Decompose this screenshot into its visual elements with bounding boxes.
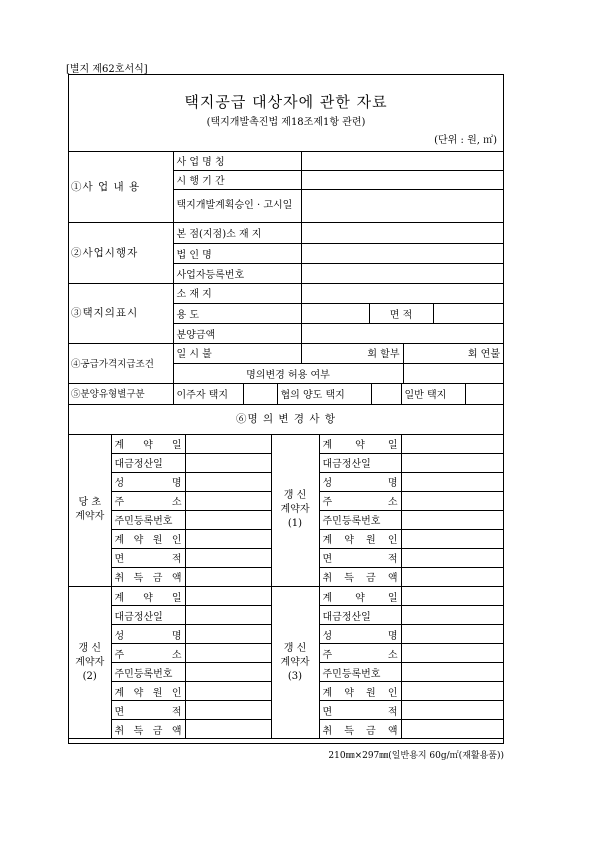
original-contract-date-field[interactable] bbox=[185, 434, 271, 453]
field-label: 대금정산일 bbox=[111, 606, 185, 625]
renewal1-address-field[interactable] bbox=[401, 491, 503, 510]
renewal1-resident-no-field[interactable] bbox=[401, 510, 503, 529]
field-label: 주 소 bbox=[319, 491, 401, 510]
renewal3-cause-field[interactable] bbox=[401, 682, 503, 701]
sale-amount-label: 분양금액 bbox=[173, 323, 301, 343]
renewal2-name-field[interactable] bbox=[185, 625, 271, 644]
original-settlement-date-field[interactable] bbox=[185, 453, 271, 472]
installment-label: 회 할부 bbox=[301, 343, 403, 363]
head-office-field[interactable] bbox=[301, 223, 503, 243]
renewal-3-label: 갱 신 계약자 (3) bbox=[271, 587, 319, 739]
business-name-field[interactable] bbox=[301, 151, 503, 170]
supply-target-form bbox=[68, 74, 504, 744]
name-change-allowed-field[interactable] bbox=[403, 363, 503, 383]
field-label: 취 득 금 액 bbox=[319, 567, 401, 586]
renewal1-name-field[interactable] bbox=[401, 472, 503, 491]
field-label: 주 소 bbox=[111, 491, 185, 510]
area-field[interactable] bbox=[433, 303, 503, 323]
field-label: 계 약 원 인 bbox=[319, 529, 401, 548]
business-name-label: 사 업 명 칭 bbox=[173, 151, 301, 170]
original-name-field[interactable] bbox=[185, 472, 271, 491]
field-label: 주민등록번호 bbox=[319, 663, 401, 682]
field-label: 면 적 bbox=[319, 548, 401, 567]
period-field[interactable] bbox=[301, 170, 503, 189]
renewal-1-label: 갱 신 계약자 (1) bbox=[271, 434, 319, 586]
field-label: 성 명 bbox=[111, 472, 185, 491]
area-label: 면 적 bbox=[369, 303, 433, 323]
section-name-change bbox=[69, 404, 503, 435]
land-use-label: 용 도 bbox=[173, 303, 301, 323]
field-label: 주민등록번호 bbox=[111, 510, 185, 529]
land-location-label: 소 재 지 bbox=[173, 283, 301, 303]
resettler-lot-check[interactable] bbox=[243, 383, 277, 404]
original-cause-field[interactable] bbox=[185, 529, 271, 548]
general-lot-check[interactable] bbox=[465, 383, 503, 404]
section-2-label: ②사업시행자 bbox=[69, 223, 173, 283]
renewal2-acq-amount-field[interactable] bbox=[185, 720, 271, 739]
renewal3-settlement-date-field[interactable] bbox=[401, 606, 503, 625]
biz-reg-label: 사업자등록번호 bbox=[173, 263, 301, 283]
form-header bbox=[69, 75, 503, 152]
resettler-lot-label: 이주자 택지 bbox=[173, 383, 243, 404]
period-label: 시 행 기 간 bbox=[173, 170, 301, 189]
negotiated-lot-check[interactable] bbox=[371, 383, 401, 404]
field-label: 면 적 bbox=[111, 548, 185, 567]
field-label: 성 명 bbox=[319, 625, 401, 644]
section-sale-type bbox=[69, 383, 503, 405]
general-lot-label: 일반 택지 bbox=[401, 383, 465, 404]
field-label: 면 적 bbox=[111, 701, 185, 720]
field-label: 계 약 일 bbox=[111, 587, 185, 606]
renewal3-contract-date-field[interactable] bbox=[401, 587, 503, 606]
field-label: 계 약 원 인 bbox=[111, 529, 185, 548]
land-location-field[interactable] bbox=[301, 283, 503, 303]
renewal2-address-field[interactable] bbox=[185, 644, 271, 663]
corp-name-label: 법 인 명 bbox=[173, 243, 301, 263]
renewal2-contract-date-field[interactable] bbox=[185, 587, 271, 606]
field-label: 계 약 원 인 bbox=[319, 682, 401, 701]
form-subtitle: (택지개발촉진법 제18조제1항 관련) bbox=[206, 117, 366, 128]
field-label: 계 약 일 bbox=[319, 587, 401, 606]
lump-sum-label: 일 시 불 bbox=[173, 343, 301, 363]
field-label: 계 약 원 인 bbox=[111, 682, 185, 701]
biz-reg-field[interactable] bbox=[301, 263, 503, 283]
deferred-label: 회 연불 bbox=[403, 343, 503, 363]
renewal3-acq-amount-field[interactable] bbox=[401, 720, 503, 739]
renewal3-area-field[interactable] bbox=[401, 701, 503, 720]
renewal2-area-field[interactable] bbox=[185, 701, 271, 720]
field-label: 대금정산일 bbox=[319, 606, 401, 625]
corp-name-field[interactable] bbox=[301, 243, 503, 263]
section-land bbox=[69, 283, 503, 344]
original-resident-no-field[interactable] bbox=[185, 510, 271, 529]
field-label: 면 적 bbox=[319, 701, 401, 720]
section-4-label: ④공급가격지급조건 bbox=[69, 343, 173, 383]
parties-block-2 bbox=[69, 586, 503, 739]
renewal2-resident-no-field[interactable] bbox=[185, 663, 271, 682]
original-acq-amount-field[interactable] bbox=[185, 567, 271, 586]
field-label: 대금정산일 bbox=[111, 453, 185, 472]
renewal1-settlement-date-field[interactable] bbox=[401, 453, 503, 472]
renewal2-cause-field[interactable] bbox=[185, 682, 271, 701]
field-label: 주민등록번호 bbox=[111, 663, 185, 682]
field-label: 성 명 bbox=[319, 472, 401, 491]
section-5-label: ⑤분양유형별구분 bbox=[69, 383, 173, 404]
field-label: 주민등록번호 bbox=[319, 510, 401, 529]
land-use-field[interactable] bbox=[301, 303, 369, 323]
sale-amount-field[interactable] bbox=[301, 323, 503, 343]
original-address-field[interactable] bbox=[185, 491, 271, 510]
form-title: 택지공급 대상자에 관한 자료 bbox=[184, 93, 388, 111]
section-payment bbox=[69, 343, 503, 384]
field-label: 성 명 bbox=[111, 625, 185, 644]
renewal2-settlement-date-field[interactable] bbox=[185, 606, 271, 625]
section-1-label: ①사 업 내 용 bbox=[69, 151, 173, 222]
field-label: 계 약 일 bbox=[111, 434, 185, 453]
field-label: 주 소 bbox=[319, 644, 401, 663]
original-area-field[interactable] bbox=[185, 548, 271, 567]
form-number-label: [별지 제62호서식] bbox=[66, 64, 148, 75]
renewal1-area-field[interactable] bbox=[401, 548, 503, 567]
renewal3-resident-no-field[interactable] bbox=[401, 663, 503, 682]
original-contractor-label: 당 초 계약자 bbox=[69, 434, 111, 586]
section-6-label: ⑥명 의 변 경 사 항 bbox=[69, 404, 503, 434]
plan-approval-label: 택지개발계획승인 · 고시일 bbox=[173, 189, 301, 222]
paper-spec-footer: 210㎜×297㎜(일반용지 60g/㎡(재활용품)) bbox=[328, 751, 504, 761]
section-operator bbox=[69, 223, 503, 284]
field-label: 계 약 일 bbox=[319, 434, 401, 453]
renewal1-cause-field[interactable] bbox=[401, 529, 503, 548]
name-change-allowed-label: 명의변경 허용 여부 bbox=[173, 363, 403, 383]
renewal3-name-field[interactable] bbox=[401, 625, 503, 644]
unit-note: (단위 : 원, ㎡) bbox=[434, 135, 497, 146]
field-label: 주 소 bbox=[111, 644, 185, 663]
head-office-label: 본 점(지점)소 재 지 bbox=[173, 223, 301, 243]
field-label: 취 득 금 액 bbox=[111, 567, 185, 586]
parties-block-1 bbox=[69, 434, 503, 587]
renewal1-contract-date-field[interactable] bbox=[401, 434, 503, 453]
renewal1-acq-amount-field[interactable] bbox=[401, 567, 503, 586]
field-label: 대금정산일 bbox=[319, 453, 401, 472]
section-business bbox=[69, 151, 503, 223]
plan-approval-field[interactable] bbox=[301, 189, 503, 222]
negotiated-lot-label: 협의 양도 택지 bbox=[277, 383, 371, 404]
section-3-label: ③택지의표시 bbox=[69, 283, 173, 343]
field-label: 취 득 금 액 bbox=[111, 720, 185, 739]
renewal3-address-field[interactable] bbox=[401, 644, 503, 663]
field-label: 취 득 금 액 bbox=[319, 720, 401, 739]
renewal-2-label: 갱 신 계약자 (2) bbox=[69, 587, 111, 739]
